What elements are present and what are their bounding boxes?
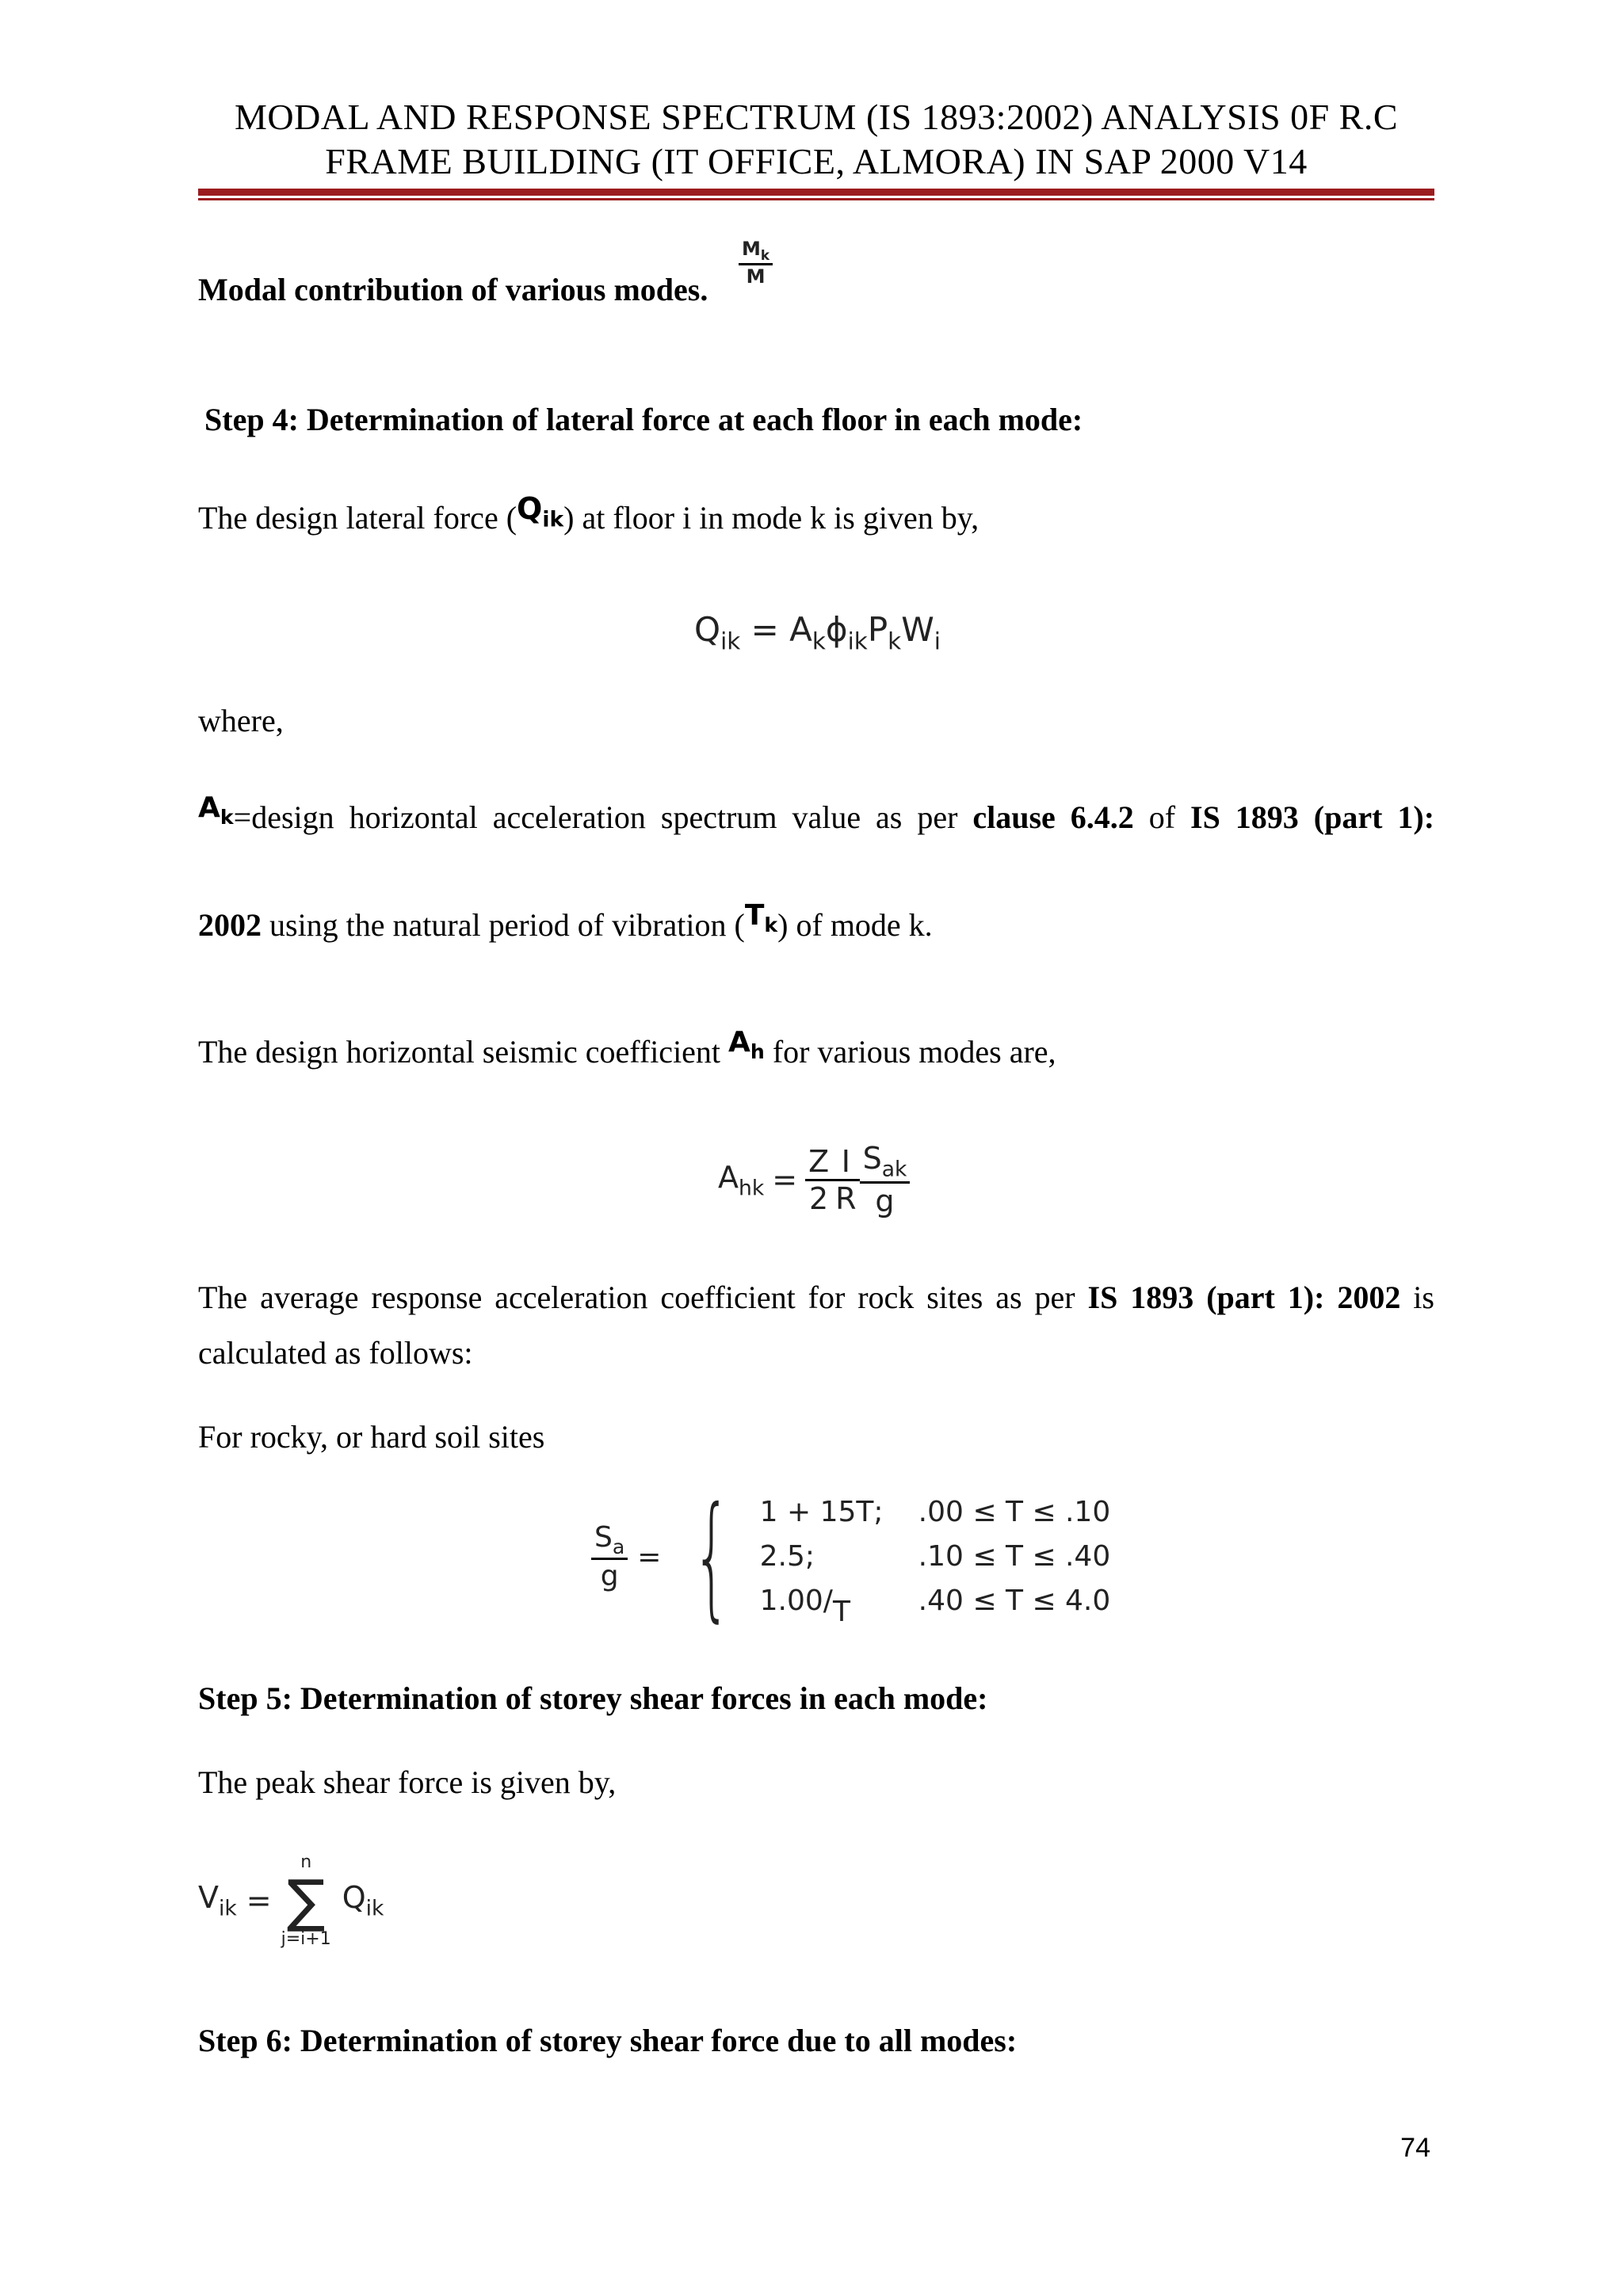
ak-line1-of: of bbox=[1133, 799, 1191, 835]
ak-line2-before: using the natural period of vibration ( bbox=[262, 907, 745, 943]
sa-case-1-expr: 1 + 15T; bbox=[759, 1496, 884, 1528]
summation bbox=[281, 1852, 331, 1949]
sa-brace: { bbox=[693, 1478, 731, 1635]
sigma-icon: ∑ bbox=[286, 1867, 326, 1934]
sa-case-3: 1.00/T .40 ≤ T ≤ 4.0 bbox=[759, 1585, 1111, 1628]
modal-fraction-numerator-sub: k bbox=[760, 246, 770, 263]
shear-q: Q bbox=[342, 1880, 366, 1916]
shear-v-sub: ik bbox=[219, 1896, 237, 1921]
eq-a-sub: k bbox=[812, 627, 826, 655]
page-header bbox=[198, 95, 1434, 184]
ahk-two: 2 bbox=[809, 1180, 829, 1216]
header-line-2: FRAME BUILDING (IT OFFICE, ALMORA) IN SAP 2000 V14 bbox=[325, 141, 1308, 181]
sum-bottom: j=i+1 bbox=[281, 1929, 331, 1949]
modal-contribution-text: Modal contribution of various modes. bbox=[198, 272, 708, 307]
step4-intro bbox=[198, 491, 980, 548]
step6-heading: Step 6: Determination of storey shear force due to all modes: bbox=[198, 2023, 1018, 2058]
ah-symbol-sub: h bbox=[750, 1039, 765, 1063]
eq-w-sub: i bbox=[934, 627, 941, 655]
ak-symbol-sub: k bbox=[220, 805, 234, 829]
modal-fraction-denominator: M bbox=[746, 265, 766, 288]
sa-case-2 bbox=[760, 1535, 1111, 1579]
sa-case-3-num: 1.00 bbox=[759, 1585, 823, 1617]
shear-q-sub: ik bbox=[365, 1896, 384, 1921]
header-rule bbox=[198, 189, 1434, 196]
sa-s-sub: a bbox=[612, 1535, 625, 1558]
header-rule-thin bbox=[198, 198, 1434, 200]
step4-intro-after: ) at floor i in mode k is given by, bbox=[563, 500, 980, 536]
step4-intro-before: The design lateral force ( bbox=[198, 500, 517, 536]
sa-case-1 bbox=[760, 1490, 1111, 1535]
ahk-s: S bbox=[862, 1141, 882, 1176]
ak-symbol: A bbox=[198, 791, 220, 824]
ak-definition-line2 bbox=[198, 899, 933, 955]
ak-line2-after: ) of mode k. bbox=[777, 907, 933, 943]
sa-s: S bbox=[594, 1520, 613, 1554]
eq-a: A bbox=[789, 610, 812, 649]
page-number: 74 bbox=[1400, 2133, 1430, 2163]
modal-fraction bbox=[739, 238, 773, 288]
eq-p: P bbox=[867, 610, 888, 649]
eq-phi: ϕ bbox=[825, 610, 848, 649]
sa-case-3-den: T bbox=[832, 1596, 850, 1628]
q-symbol-sub: ik bbox=[542, 507, 564, 532]
sum-top: n bbox=[300, 1852, 312, 1872]
modal-fraction-numerator: M bbox=[742, 238, 761, 260]
rock-sites-text: For rocky, or hard soil sites bbox=[198, 1419, 545, 1455]
ahk-lhs-sub: hk bbox=[739, 1175, 765, 1200]
sa-equation: $\frac{S_a}{g}$ = { 1 + 15T; .00 ≤ T ≤ .10 2.5; .10 ≤ T ≤ .40 1.00/T .40 ≤ T ≤ 4.0 bbox=[591, 1489, 1110, 1624]
ah-symbol: A bbox=[728, 1026, 750, 1058]
ak-line2-year: 2002 bbox=[198, 907, 262, 943]
q-symbol: Q bbox=[517, 491, 543, 526]
eq-w: W bbox=[901, 610, 934, 649]
eq-p-sub: k bbox=[888, 627, 902, 655]
tk-symbol: T bbox=[744, 899, 765, 932]
step5-heading: Step 5: Determination of storey shear forces in each mode: bbox=[198, 1680, 988, 1716]
avg-line1-standard: IS 1893 (part 1): 2002 bbox=[1087, 1280, 1401, 1315]
tk-symbol-sub: k bbox=[764, 913, 778, 936]
ahk-r: R bbox=[835, 1180, 857, 1216]
ak-definition-line1 bbox=[198, 791, 1435, 848]
ahk-z: Z bbox=[805, 1144, 832, 1181]
eq-q-sub: ik bbox=[720, 627, 741, 655]
ahk-equation: $A_{hk}$ = $\frac{Z}{2}$ $\frac{I}{R}$ $\frac{S_{ak}}{g}$ bbox=[718, 1141, 910, 1219]
sa-case-3-range: .40 ≤ T ≤ 4.0 bbox=[918, 1585, 1111, 1617]
header-line-1: MODAL AND RESPONSE SPECTRUM (IS 1893:2002) ANALYSIS 0F R.C bbox=[234, 97, 1399, 137]
sa-case-2-range: .10 ≤ T ≤ .40 bbox=[918, 1540, 1111, 1573]
avg-line1-text: The average response acceleration coefficient for rock sites as per bbox=[198, 1280, 1088, 1315]
shear-equation: $V_{ik}$ = n ∑ j=i+1 $Q_{ik}$ bbox=[198, 1852, 384, 1949]
ah-before: The design horizontal seismic coefficient bbox=[198, 1034, 729, 1070]
where-text: where, bbox=[198, 703, 284, 738]
eq-phi-sub: ik bbox=[847, 627, 868, 655]
shear-v: V bbox=[198, 1880, 219, 1916]
sa-g: g bbox=[600, 1560, 619, 1593]
step4-heading: Step 4: Determination of lateral force at each floor in each mode: bbox=[204, 402, 1083, 437]
ahk-i: I bbox=[832, 1144, 859, 1181]
eq-q: Q bbox=[694, 610, 721, 649]
sa-case-2-expr: 2.5; bbox=[759, 1540, 815, 1573]
ak-line1-standard: IS 1893 (part 1): bbox=[1190, 799, 1435, 835]
step5-intro: The peak shear force is given by, bbox=[198, 1764, 617, 1800]
ak-line1-text: =design horizontal acceleration spectrum value as per bbox=[233, 799, 973, 835]
ah-after: for various modes are, bbox=[764, 1034, 1056, 1070]
ahk-s-sub: ak bbox=[881, 1157, 907, 1182]
ahk-g: g bbox=[875, 1184, 895, 1219]
lateral-force-equation: $Q_{ik} = A_k\phi_{ik}P_kW_i$ bbox=[694, 610, 941, 655]
avg-line2: calculated as follows: bbox=[198, 1335, 473, 1371]
ah-line bbox=[198, 1026, 1056, 1082]
sa-case-1-range: .00 ≤ T ≤ .10 bbox=[918, 1496, 1111, 1528]
ak-line1-clause: clause 6.4.2 bbox=[972, 799, 1134, 835]
ahk-lhs: A bbox=[718, 1159, 739, 1195]
modal-contribution-line bbox=[198, 271, 708, 309]
avg-line1 bbox=[198, 1279, 1434, 1317]
avg-line1-is: is bbox=[1400, 1280, 1434, 1315]
